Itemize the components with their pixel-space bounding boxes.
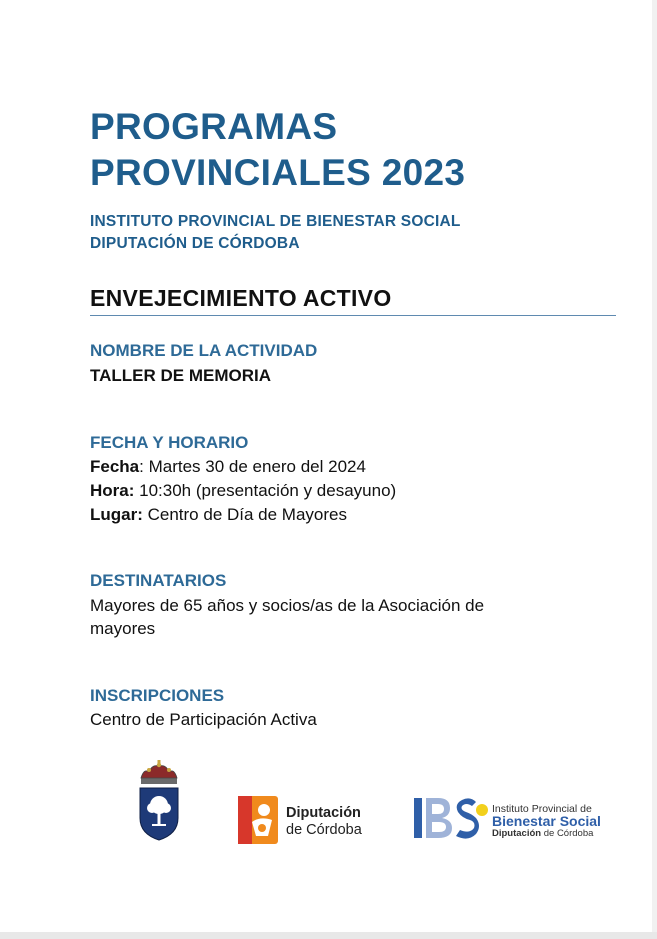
ibs-mark-icon xyxy=(414,796,488,840)
ibs-line-1: Instituto Provincial de xyxy=(492,803,592,815)
diputacion-name: Diputación xyxy=(286,805,361,821)
schedule-time xyxy=(90,479,590,502)
ibs-line-2: Bienestar Social xyxy=(492,813,601,829)
diputacion-mark-icon xyxy=(238,796,282,844)
schedule-heading: FECHA Y HORARIO xyxy=(90,433,249,452)
ibs-logo xyxy=(414,796,620,840)
title-line-1: PROGRAMAS xyxy=(90,106,338,147)
recipients-heading: DESTINATARIOS xyxy=(90,571,227,590)
time-value: 10:30h (presentación y desayuno) xyxy=(134,481,397,500)
page-edge-right xyxy=(652,0,657,939)
date-value: : Martes 30 de enero del 2024 xyxy=(139,457,366,476)
time-label: Hora: xyxy=(90,481,135,500)
date-label: Fecha xyxy=(90,457,140,476)
diputacion-place: de Córdoba xyxy=(286,822,362,838)
recipients-line-2: mayores xyxy=(90,619,156,638)
registration-value: Centro de Participación Activa xyxy=(90,710,317,729)
ibs-line-3 xyxy=(492,828,593,839)
diputacion-logo xyxy=(238,796,368,844)
municipal-crest-logo xyxy=(136,760,182,842)
page-edge-bottom xyxy=(0,932,657,939)
org-line-1: INSTITUTO PROVINCIAL DE BIENESTAR SOCIAL xyxy=(90,213,461,230)
org-line-2: DIPUTACIÓN DE CÓRDOBA xyxy=(90,235,300,252)
place-label: Lugar: xyxy=(90,505,143,524)
program-name: ENVEJECIMIENTO ACTIVO xyxy=(90,285,392,311)
registration-heading: INSCRIPCIONES xyxy=(90,686,225,705)
activity-heading: NOMBRE DE LA ACTIVIDAD xyxy=(90,341,318,360)
page-title xyxy=(90,104,630,196)
schedule-date xyxy=(90,455,590,478)
section-divider xyxy=(90,315,616,316)
recipients-line-1: Mayores de 65 años y socios/as de la Asociación de xyxy=(90,596,485,615)
ibs-line-3-bold: Diputación xyxy=(492,828,542,839)
ibs-line-3-rest: de Córdoba xyxy=(541,828,594,839)
activity-value: TALLER DE MEMORIA xyxy=(90,366,272,385)
schedule-place xyxy=(90,503,590,526)
title-line-2: PROVINCIALES 2023 xyxy=(90,152,466,193)
organization-name xyxy=(90,211,630,255)
place-value: Centro de Día de Mayores xyxy=(142,505,347,524)
